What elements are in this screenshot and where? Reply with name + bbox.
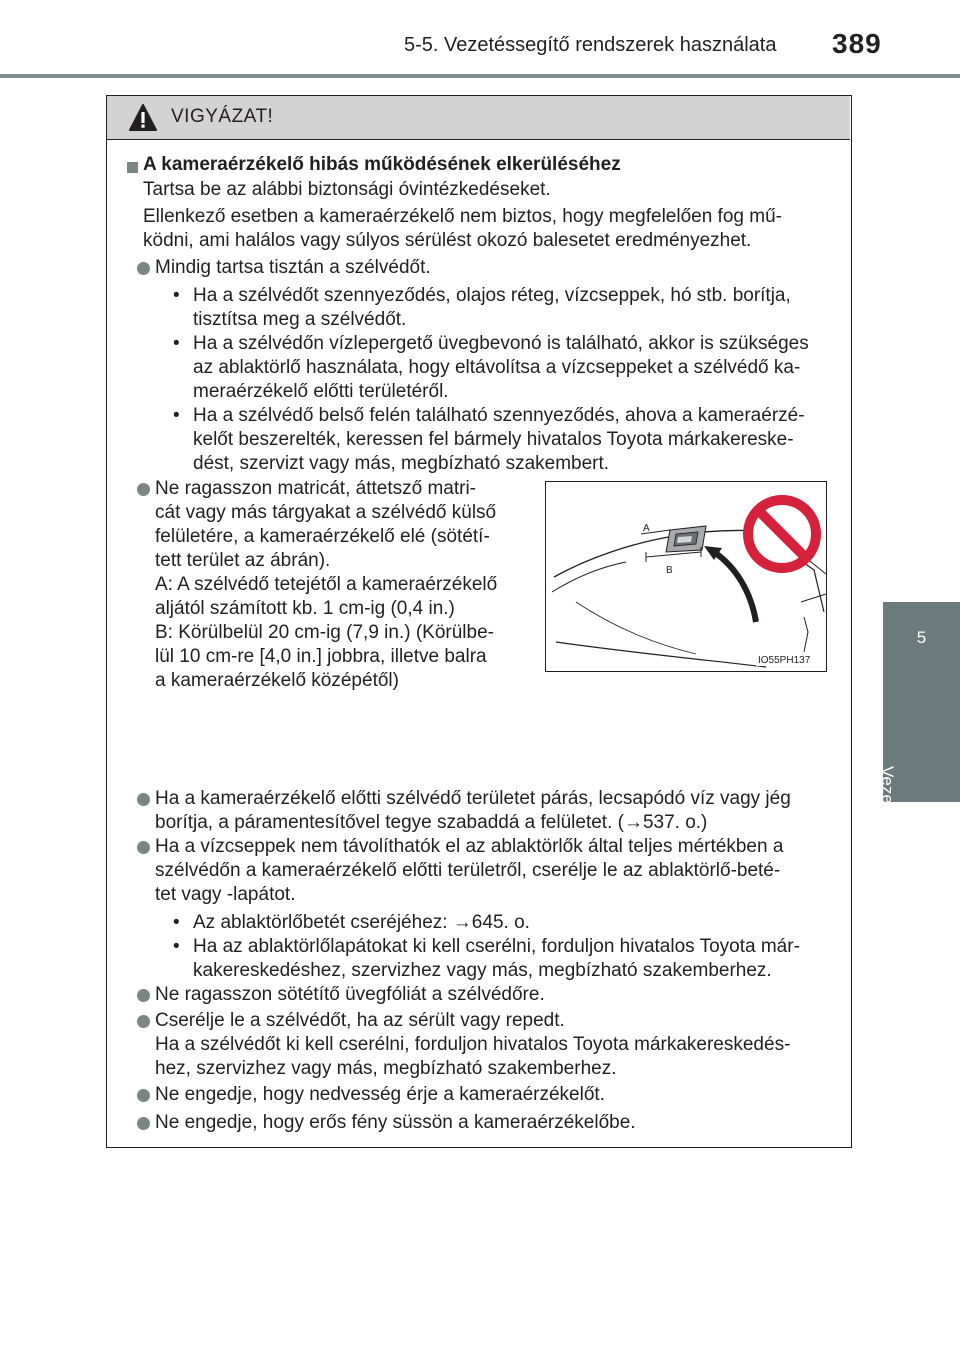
round-bullet-icon: [137, 483, 150, 496]
sub-item-line: Ha az ablaktörlőlapátokat ki kell cserélni, forduljon hivatalos Toyota már-: [193, 936, 800, 957]
list-item-line: borítja, a páramentesítővel tegye szabaddá a felületet. (→537. o.): [155, 812, 708, 833]
bullet-mark: •: [173, 285, 180, 306]
windshield-illustration: [546, 482, 826, 671]
list-item-line: tett terület az ábrán).: [155, 550, 331, 571]
round-bullet-icon: [137, 1089, 150, 1102]
sub-item-line: tisztítsa meg a szélvédőt.: [193, 309, 407, 330]
list-item-line: Ne ragasszon matricát, áttetsző matri-: [155, 478, 476, 499]
round-bullet-icon: [137, 841, 150, 854]
list-item-line: B: Körülbelül 20 cm-ig (7,9 in.) (Körülbe-: [155, 622, 494, 643]
caution-header: [107, 96, 850, 140]
round-bullet-icon: [137, 262, 150, 275]
sub-item-line: kakereskedéshez, szervizhez vagy más, megbízható szakemberhez.: [193, 960, 772, 981]
sub-item-line: Ha a szélvédőt szennyeződés, olajos réteg, vízcseppek, hó stb. borítja,: [193, 285, 791, 306]
bullet-mark: •: [173, 936, 180, 957]
chapter-tab[interactable]: [878, 602, 960, 827]
header-divider: [0, 74, 960, 78]
list-item-line: cát vagy más tárgyakat a szélvédő külső: [155, 502, 497, 523]
caution-label: VIGYÁZAT!: [171, 106, 274, 127]
list-item-line: aljától számított kb. 1 cm-ig (0,4 in.): [155, 598, 455, 619]
caution-heading: A kameraérzékelő hibás működésének elkerüléséhez: [143, 154, 621, 175]
list-item: Ne engedje, hogy nedvesség érje a kameraérzékelőt.: [155, 1084, 605, 1105]
list-item-line: Cserélje le a szélvédőt, ha az sérült vagy repedt.: [155, 1010, 565, 1031]
round-bullet-icon: [137, 989, 150, 1002]
list-item: Ne engedje, hogy erős fény süssön a kameraérzékelőbe.: [155, 1112, 636, 1133]
sub-item-line: Az ablaktörlőbetét cseréjéhez: →645. o.: [193, 912, 530, 933]
sub-item-line: meraérzékelő előtti területéről.: [193, 381, 449, 402]
list-item-line: Ha a vízcseppek nem távolíthatók el az ablaktörlők által teljes mértékben a: [155, 836, 784, 857]
list-item-line: felületére, a kameraérzékelő elé (sötétí-: [155, 526, 490, 547]
square-bullet-icon: [127, 162, 138, 173]
round-bullet-icon: [137, 1117, 150, 1130]
chapter-number: 5: [916, 628, 927, 647]
bullet-mark: •: [173, 333, 180, 354]
list-item-line: szélvédőn a kameraérzékelő előtti területről, cserélje le az ablaktörlő-beté-: [155, 860, 781, 881]
sub-item-line: Ha a szélvédőn vízlepergető üvegbevonó is található, akkor is szükséges: [193, 333, 809, 354]
intro-line: Ellenkező esetben a kameraérzékelő nem biztos, hogy megfelelően fog mű-: [143, 206, 782, 227]
caution-box: [106, 95, 852, 1148]
warning-triangle-icon: [129, 104, 157, 132]
list-item: Mindig tartsa tisztán a szélvédőt.: [155, 257, 431, 278]
sub-item-line: az ablaktörlő használata, hogy eltávolítsa a vízcseppeket a szélvédő ka-: [193, 357, 801, 378]
list-item: Ne ragasszon sötétítő üvegfóliát a szélvédőre.: [155, 984, 545, 1005]
list-item-line: hez, szervizhez vagy más, megbízható szakemberhez.: [155, 1058, 617, 1079]
page-number: 389: [832, 28, 882, 59]
round-bullet-icon: [137, 793, 150, 806]
intro-line: ködni, ami halálos vagy súlyos sérülést okozó balesetet eredményezhet.: [143, 230, 752, 251]
figure-label-b: B: [666, 565, 673, 576]
bullet-mark: •: [173, 405, 180, 426]
list-item-line: lül 10 cm-re [4,0 in.] jobbra, illetve balra: [155, 646, 487, 667]
list-item-line: Ha a szélvédőt ki kell cserélni, forduljon hivatalos Toyota márkakereskedés-: [155, 1034, 791, 1055]
list-item-line: a kameraérzékelő középétől): [155, 670, 399, 691]
list-item-line: Ha a kameraérzékelő előtti szélvédő területet párás, lecsapódó víz vagy jég: [155, 788, 791, 809]
windshield-camera-figure: [545, 481, 827, 672]
intro-line: Tartsa be az alábbi biztonsági óvintézkedéseket.: [143, 179, 551, 200]
round-bullet-icon: [137, 1015, 150, 1028]
list-item-line: tet vagy -lapátot.: [155, 884, 296, 905]
bullet-mark: •: [173, 912, 180, 933]
sub-item-line: dést, szervizt vagy más, megbízható szakembert.: [193, 453, 610, 474]
list-item-line: A: A szélvédő tetejétől a kameraérzékelő: [155, 574, 498, 595]
chapter-label: Vezetés: [878, 766, 897, 827]
figure-code: IO55PH137: [758, 655, 811, 666]
sub-item-line: Ha a szélvédő belső felén található szennyeződés, ahova a kameraérzé-: [193, 405, 805, 426]
prohibited-sign-icon: [748, 500, 816, 568]
figure-label-a: A: [643, 523, 650, 534]
sub-item-line: kelőt beszerelték, keressen fel bármely hivatalos Toyota márkakereske-: [193, 429, 794, 450]
section-title: 5-5. Vezetéssegítő rendszerek használata: [404, 34, 777, 56]
